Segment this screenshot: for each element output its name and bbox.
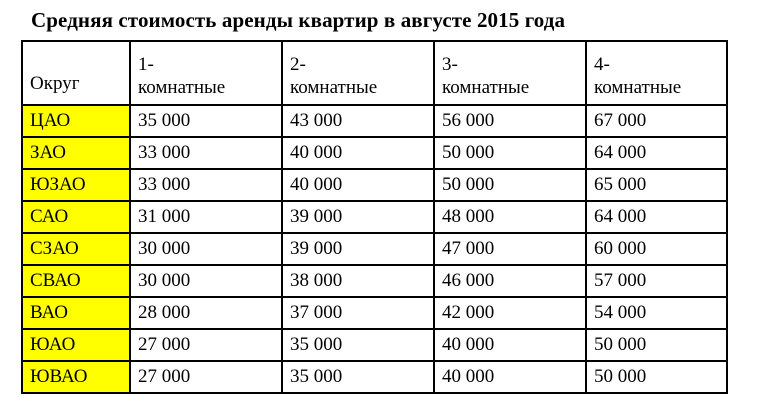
- cell-two-room-value: 40 000: [290, 141, 343, 163]
- cell-four-room-value: 65 000: [594, 173, 647, 195]
- cell-three-room-value: 47 000: [442, 237, 495, 259]
- column-header-two-room-label: [283, 47, 433, 99]
- cell-district-value: САО: [30, 205, 69, 227]
- column-header-four-room-label: [587, 47, 726, 99]
- column-header-three-room-line1: 3-: [442, 54, 458, 76]
- page-title: Средняя стоимость аренды квартир в августе 2015 года: [31, 8, 566, 32]
- cell-three-room: [434, 105, 586, 137]
- cell-one-room-value: 28 000: [138, 301, 191, 323]
- cell-two-room-value: 39 000: [290, 205, 343, 227]
- cell-district-value: ВАО: [30, 301, 68, 323]
- cell-four-room-value: 57 000: [594, 269, 647, 291]
- column-header-four-room-line2: комнатные: [594, 76, 682, 98]
- cell-four-room-value: 64 000: [594, 141, 647, 163]
- cell-district: [22, 169, 130, 201]
- cell-two-room-value: 38 000: [290, 269, 343, 291]
- column-header-two-room-line2: комнатные: [290, 76, 378, 98]
- cell-district-value: СЗАО: [30, 237, 79, 259]
- cell-two-room-value: 39 000: [290, 237, 343, 259]
- cell-four-room: [586, 329, 727, 361]
- cell-district-value: ЦАО: [30, 109, 71, 131]
- cell-one-room: [130, 169, 282, 201]
- column-header-three-room-label: [435, 47, 585, 99]
- cell-three-room: [434, 297, 586, 329]
- cell-district-value: СВАО: [30, 269, 81, 291]
- cell-one-room-value: 33 000: [138, 173, 191, 195]
- table-row: [22, 105, 727, 137]
- cell-two-room-value: 37 000: [290, 301, 343, 323]
- cell-one-room-value: 27 000: [138, 365, 191, 387]
- cell-one-room-value: 27 000: [138, 333, 191, 355]
- table-row: [22, 361, 727, 393]
- cell-three-room: [434, 201, 586, 233]
- cell-two-room: [282, 137, 434, 169]
- rent-price-table: [21, 40, 728, 394]
- cell-four-room-value: 60 000: [594, 237, 647, 259]
- cell-three-room-value: 46 000: [442, 269, 495, 291]
- column-header-three-room: [434, 41, 586, 105]
- cell-district-value: ЮЗАО: [30, 173, 86, 195]
- table-row: [22, 169, 727, 201]
- cell-four-room: [586, 137, 727, 169]
- column-header-two-room: [282, 41, 434, 105]
- cell-district: [22, 137, 130, 169]
- cell-three-room: [434, 329, 586, 361]
- column-header-two-room-line1: 2-: [290, 54, 306, 76]
- column-header-one-room-line2: комнатные: [138, 76, 226, 98]
- cell-district-value: ЮВАО: [30, 365, 88, 387]
- cell-one-room: [130, 137, 282, 169]
- cell-one-room: [130, 201, 282, 233]
- cell-one-room-value: 31 000: [138, 205, 191, 227]
- column-header-district-label: Округ: [30, 72, 80, 94]
- cell-district: [22, 105, 130, 137]
- cell-one-room-value: 30 000: [138, 269, 191, 291]
- cell-one-room: [130, 329, 282, 361]
- column-header-one-room-line1: 1-: [138, 54, 154, 76]
- cell-four-room: [586, 265, 727, 297]
- column-header-four-room-line1: 4-: [594, 54, 610, 76]
- cell-two-room: [282, 329, 434, 361]
- cell-one-room: [130, 361, 282, 393]
- cell-district: [22, 297, 130, 329]
- cell-three-room: [434, 265, 586, 297]
- cell-district: [22, 361, 130, 393]
- table-row: [22, 201, 727, 233]
- cell-three-room: [434, 137, 586, 169]
- cell-district: [22, 201, 130, 233]
- cell-four-room: [586, 105, 727, 137]
- cell-district-value: ЗАО: [30, 141, 67, 163]
- cell-one-room-value: 35 000: [138, 109, 191, 131]
- cell-two-room: [282, 105, 434, 137]
- cell-one-room: [130, 233, 282, 265]
- column-header-four-room: [586, 41, 727, 105]
- column-header-three-room-line2: комнатные: [442, 76, 530, 98]
- cell-four-room: [586, 297, 727, 329]
- cell-four-room-value: 54 000: [594, 301, 647, 323]
- cell-two-room-value: 40 000: [290, 173, 343, 195]
- cell-one-room: [130, 265, 282, 297]
- cell-two-room: [282, 233, 434, 265]
- table-row: [22, 137, 727, 169]
- cell-three-room: [434, 233, 586, 265]
- cell-three-room: [434, 169, 586, 201]
- cell-two-room-value: 35 000: [290, 333, 343, 355]
- cell-three-room-value: 50 000: [442, 141, 495, 163]
- table-row: [22, 297, 727, 329]
- cell-two-room: [282, 361, 434, 393]
- cell-four-room: [586, 169, 727, 201]
- cell-four-room-value: 50 000: [594, 333, 647, 355]
- cell-one-room-value: 30 000: [138, 237, 191, 259]
- cell-two-room: [282, 201, 434, 233]
- cell-three-room-value: 42 000: [442, 301, 495, 323]
- cell-four-room-value: 64 000: [594, 205, 647, 227]
- table-row: [22, 265, 727, 297]
- cell-four-room-value: 67 000: [594, 109, 647, 131]
- cell-four-room: [586, 201, 727, 233]
- cell-district: [22, 329, 130, 361]
- cell-four-room: [586, 361, 727, 393]
- cell-three-room-value: 56 000: [442, 109, 495, 131]
- cell-three-room-value: 48 000: [442, 205, 495, 227]
- table-body: [22, 105, 727, 393]
- cell-three-room: [434, 361, 586, 393]
- cell-two-room: [282, 169, 434, 201]
- cell-district-value: ЮАО: [30, 333, 76, 355]
- cell-three-room-value: 40 000: [442, 365, 495, 387]
- cell-four-room: [586, 233, 727, 265]
- column-header-district: [22, 41, 130, 105]
- cell-three-room-value: 40 000: [442, 333, 495, 355]
- cell-one-room-value: 33 000: [138, 141, 191, 163]
- cell-two-room: [282, 297, 434, 329]
- cell-two-room-value: 35 000: [290, 365, 343, 387]
- column-header-one-room-label: [131, 47, 281, 99]
- cell-three-room-value: 50 000: [442, 173, 495, 195]
- table-header-row: [22, 41, 727, 105]
- cell-one-room: [130, 105, 282, 137]
- cell-one-room: [130, 297, 282, 329]
- table-row: [22, 233, 727, 265]
- cell-district: [22, 265, 130, 297]
- table-header: [22, 41, 727, 105]
- cell-two-room-value: 43 000: [290, 109, 343, 131]
- column-header-one-room: [130, 41, 282, 105]
- cell-district: [22, 233, 130, 265]
- cell-two-room: [282, 265, 434, 297]
- table-row: [22, 329, 727, 361]
- cell-four-room-value: 50 000: [594, 365, 647, 387]
